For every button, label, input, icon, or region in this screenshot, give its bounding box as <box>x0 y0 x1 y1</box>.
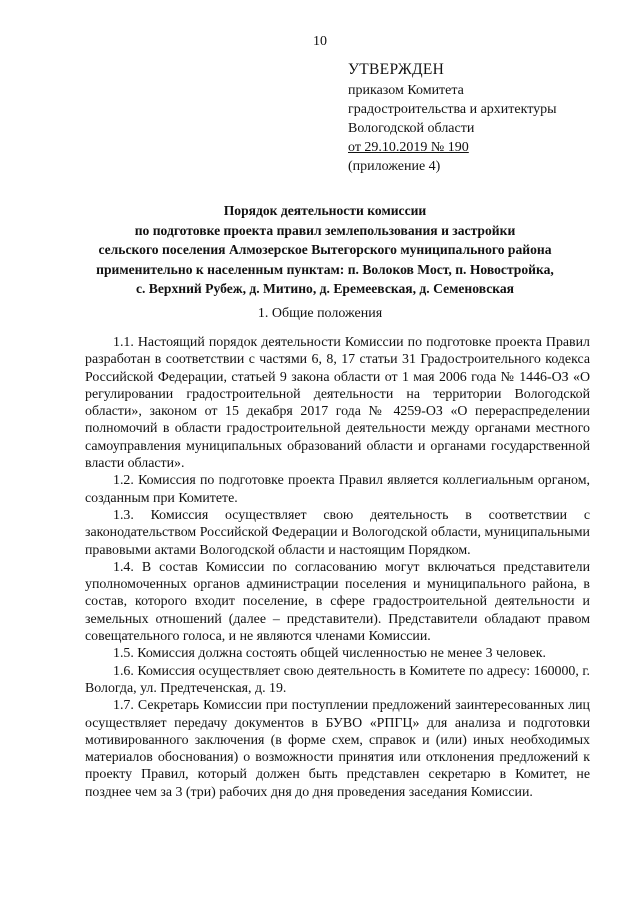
paragraph-1-3: 1.3. Комиссия осуществляет свою деятельность в соответствии с законодательством Российской Федерации и Вологодской области, муниципальными правовыми актами Вологодской области и настоящим Порядком. <box>85 507 590 558</box>
approval-date-number: от 29.10.2019 № 190 <box>348 140 469 155</box>
title-line-3: сельского поселения Алмозерское Вытегорского муниципального района <box>98 242 552 258</box>
section-heading: 1. Общие положения <box>257 306 383 321</box>
approval-stamp <box>348 60 618 176</box>
approval-line-1: приказом Комитета <box>348 83 464 98</box>
paragraph-1-7: 1.7. Секретарь Комиссии при поступлении предложений заинтересованных лиц осуществляет передачу документов в БУВО «РПГЦ» для анализа и подготовки мотивированного заключения (в форме схем, справок и (или) иных необходимых материалов обоснования) о возможности принятия или отклонения предложений к проекту Правил, который должен быть представлен секретарю в Комитет, не позднее чем за 3 (три) рабочих дня до дня проведения заседания Комиссии. <box>85 698 590 800</box>
approval-line-2: градостроительства и архитектуры <box>348 102 557 117</box>
document-title <box>60 201 590 299</box>
page-number: 10 <box>313 34 327 49</box>
paragraph-1-5: 1.5. Комиссия должна состоять общей численностью не менее 3 человек. <box>113 646 546 662</box>
approval-heading: УТВЕРЖДЕН <box>348 61 445 78</box>
paragraph-1-6: 1.6. Комиссия осуществляет свою деятельность в Комитете по адресу: 160000, г. Вологда, ул. Предтеченская, д. 19. <box>85 663 590 696</box>
title-line-4: применительно к населенным пунктам: п. Волоков Мост, п. Новостройка, <box>96 261 554 277</box>
paragraph-1-1: 1.1. Настоящий порядок деятельности Комиссии по подготовке проекта Правил разработан в соответствии с частями 6, 8, 17 статьи 31 Градостроительного кодекса Российской Федерации, статьей 9 закона области от 1 мая 2006 года № 1446-ОЗ «О регулировании градостроительной деятельности на территории Вологодской области», законом от 15 декабря 2017 года № 4259-ОЗ «О перераспределении полномочий в области градостроительной деятельности между органами местного самоуправления муниципальных образований области и органами государственной власти области». <box>85 335 590 472</box>
approval-line-3: Вологодской области <box>348 121 475 136</box>
paragraph-1-2: 1.2. Комиссия по подготовке проекта Правил является коллегиальным органом, созданным при Комитете. <box>85 473 590 506</box>
approval-appendix: (приложение 4) <box>348 159 441 174</box>
body-text <box>85 334 590 801</box>
title-line-5: с. Верхний Рубеж, д. Митино, д. Еремеевская, д. Семеновская <box>135 281 515 297</box>
title-line-2: по подготовке проекта правил землепользования и застройки <box>134 222 516 238</box>
title-line-1: Порядок деятельности комиссии <box>223 203 427 218</box>
paragraph-1-4: 1.4. В состав Комиссии по согласованию могут включаться представители уполномоченных органов администрации поселения и муниципального района, в состав, которого входит поселение, в сфере градостроительной деятельности и земельных отношений (далее – представители). Представители обладают правом совещательного голоса, и не являются членами Комиссии. <box>85 559 590 645</box>
